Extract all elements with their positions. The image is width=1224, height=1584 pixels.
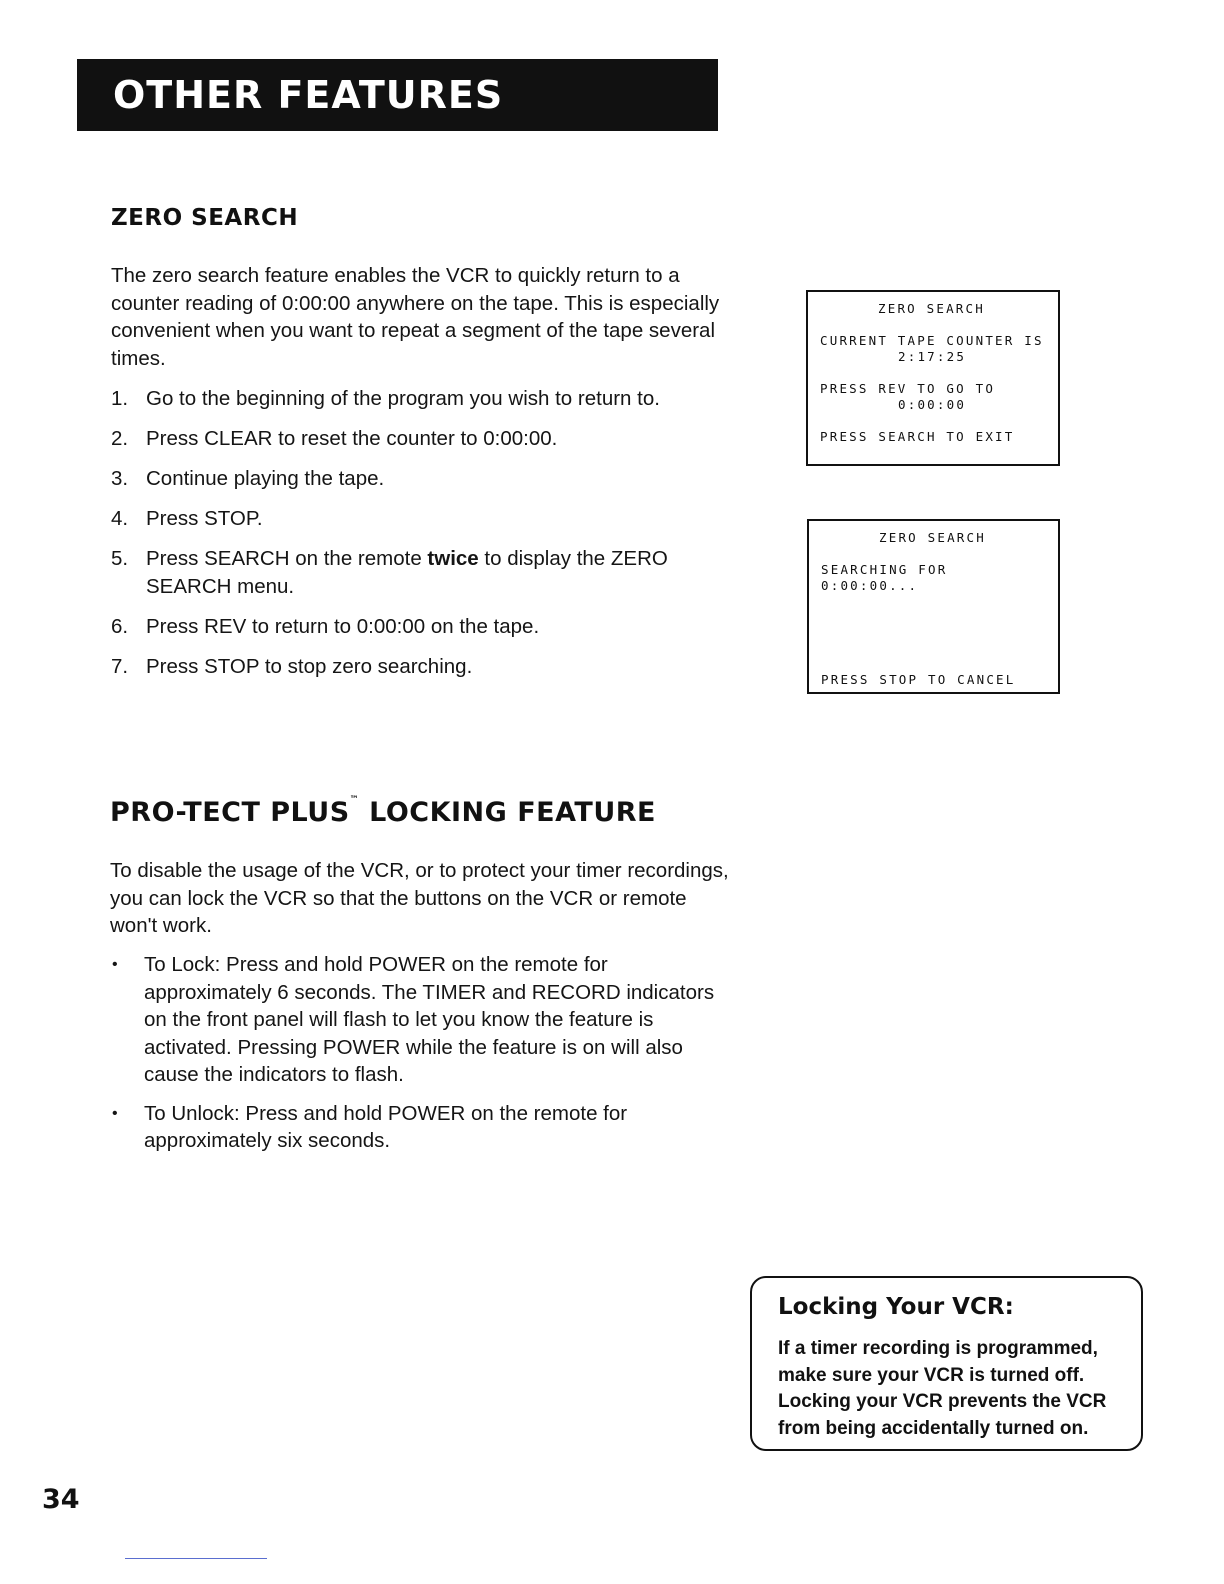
bullet-text: To Unlock: Press and hold POWER on the remote for approximately six seconds. (144, 1101, 628, 1152)
bullet-item (110, 951, 720, 1089)
osd-line: PRESS STOP TO CANCEL (821, 672, 1016, 687)
step-number: 4. (111, 507, 129, 530)
osd-target-value: 0:00:00 (898, 397, 967, 412)
zero-search-steps (111, 385, 711, 693)
step-text: Go to the beginning of the program you wish to return to. (146, 387, 660, 410)
section-banner-title: OTHER FEATURES (113, 73, 504, 117)
bottom-rule (125, 1558, 267, 1559)
bullet-text: To Lock: Press and hold POWER on the remote for approximately 6 seconds. The TIMER and RECORD indicators on the front panel will flash to let you know the feature is activated. Pressing POWER while the feature is on will also cause the indicators to flash. (144, 953, 715, 1086)
locking-feature-intro: To disable the usage of the VCR, or to protect your timer recordings, you can lock the VCR so that the buttons on the VCR or remote won't work. (110, 859, 729, 937)
heading-text: PRO-TECT PLUS (110, 797, 350, 828)
osd-counter-value: 2:17:25 (898, 349, 967, 364)
step-text: to display the ZERO SEARCH menu. (146, 547, 668, 598)
step-number: 7. (111, 654, 129, 678)
bullet-icon: • (112, 1104, 118, 1122)
step-number: 5. (111, 547, 129, 570)
locking-feature-heading (110, 797, 656, 828)
zero-search-heading: ZERO SEARCH (111, 205, 299, 231)
step-item (111, 385, 711, 413)
callout-body: If a timer recording is programmed, make sure your VCR is turned off. Locking your VCR prevents the VCR from being accidentally turned on. (778, 1338, 1107, 1439)
step-number: 6. (111, 614, 129, 638)
step-text: Press CLEAR to reset the counter to 0:00:00. (146, 427, 558, 450)
step-item (111, 613, 711, 641)
locking-feature-bullets (110, 951, 720, 1166)
step-text: Press REV to return to 0:00:00 on the tape. (146, 614, 540, 638)
step-item (111, 505, 711, 533)
step-text: Press SEARCH on the remote (146, 547, 428, 570)
step-item (111, 545, 711, 600)
step-text-emphasis: twice (427, 547, 479, 570)
step-item (111, 653, 711, 681)
osd-screen-searching (807, 519, 1060, 694)
step-number: 2. (111, 427, 129, 450)
osd-line: SEARCHING FOR (821, 562, 948, 577)
step-text: Press STOP to stop zero searching. (146, 654, 473, 678)
osd-line: PRESS SEARCH TO EXIT (820, 429, 1015, 444)
osd-screen-zero-search (806, 290, 1060, 466)
callout-title: Locking Your VCR: (778, 1294, 1014, 1320)
osd-line: 0:00:00... (821, 578, 919, 593)
step-number: 1. (111, 387, 129, 410)
step-item (111, 425, 711, 453)
osd-title: ZERO SEARCH (879, 530, 986, 545)
zero-search-intro: The zero search feature enables the VCR to quickly return to a counter reading of 0:00:00 anywhere on the tape. This is especially convenient when you want to repeat a segment of the tape several times. (111, 264, 720, 370)
osd-line: PRESS REV TO GO TO (820, 381, 996, 396)
page-number: 34 (42, 1484, 80, 1515)
locking-callout-box (750, 1276, 1143, 1451)
bullet-item (110, 1100, 720, 1155)
osd-title: ZERO SEARCH (878, 301, 985, 316)
heading-text: LOCKING FEATURE (359, 797, 656, 828)
step-item (111, 465, 711, 493)
trademark-symbol: ™ (349, 795, 360, 805)
section-banner (77, 59, 718, 131)
step-text: Press STOP. (146, 507, 263, 530)
osd-line: CURRENT TAPE COUNTER IS (820, 333, 1044, 348)
step-text: Continue playing the tape. (146, 467, 385, 490)
step-number: 3. (111, 467, 129, 490)
bullet-icon: • (112, 956, 118, 973)
